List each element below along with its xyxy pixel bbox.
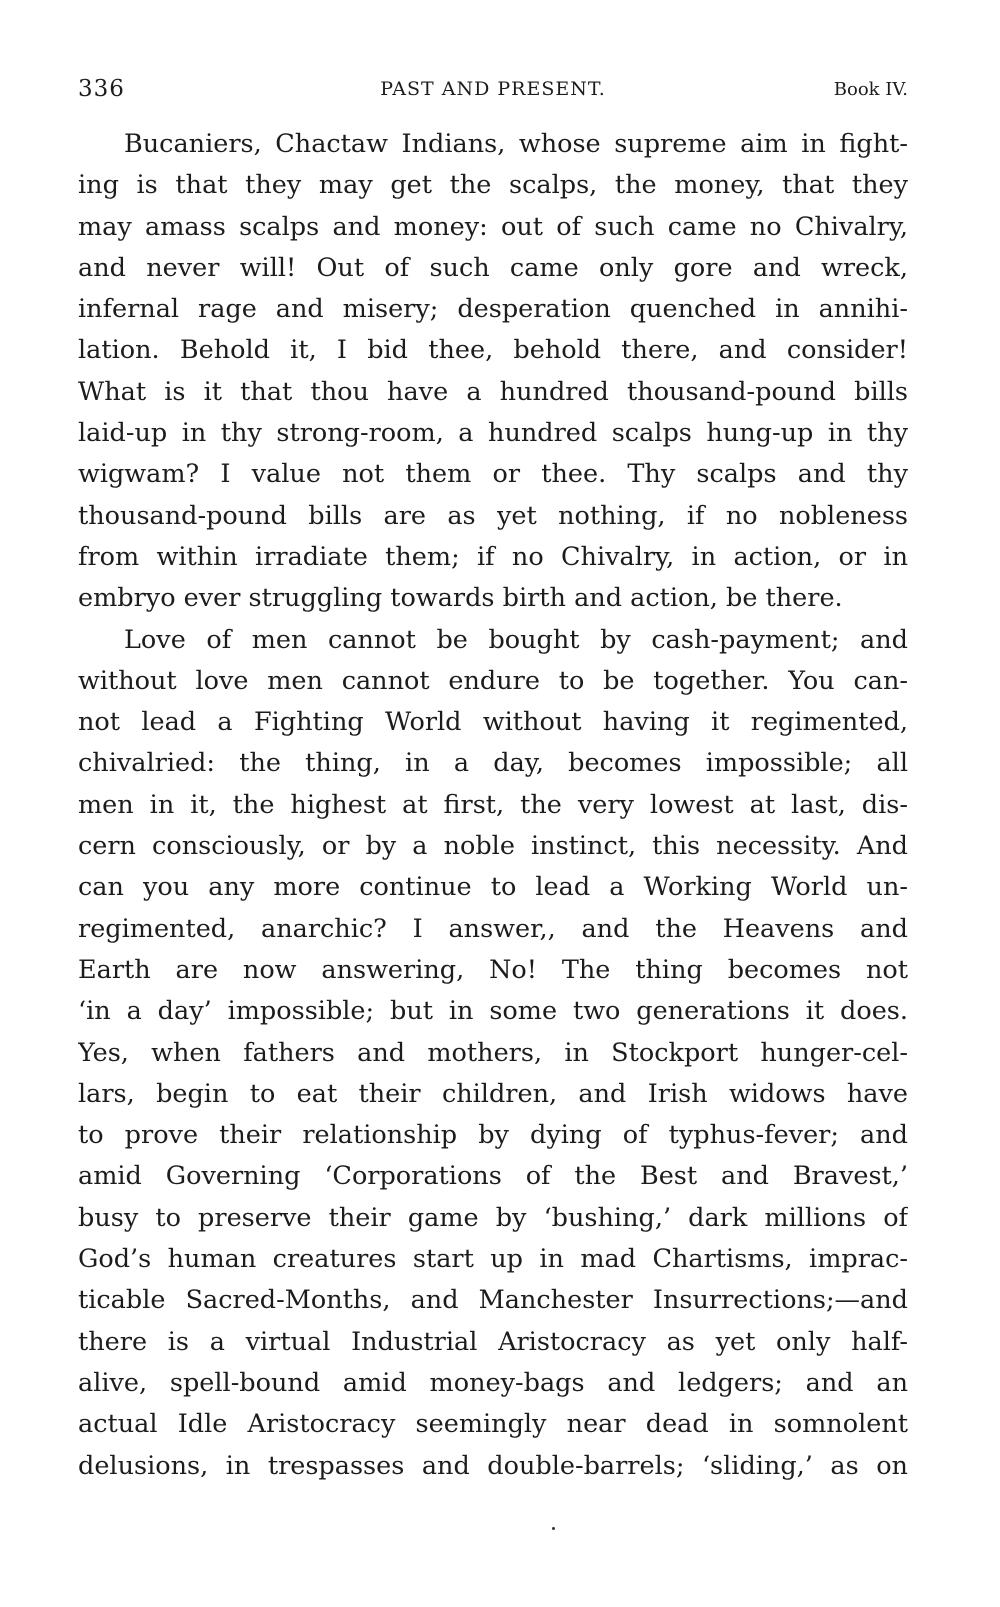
text-line: and never will! Out of such came only gore and wreck, <box>78 252 908 283</box>
text-line: without love men cannot endure to be together. You can- <box>78 665 908 696</box>
text-line: busy to preserve their game by ‘bushing,’ dark millions of <box>78 1202 908 1233</box>
text-line: ‘in a day’ impossible; but in some two generations it does. <box>78 996 908 1027</box>
text-line: Love of men cannot be bought by cash-payment; and <box>124 624 908 655</box>
text-line: from within irradiate them; if no Chivalry, in action, or in <box>78 541 908 572</box>
text-line: What is it that thou have a hundred thousand-pound bills <box>78 376 908 407</box>
text-line: may amass scalps and money: out of such came no Chivalry, <box>78 211 908 242</box>
text-line: ticable Sacred-Months, and Manchester Insurrections;—and <box>78 1285 908 1316</box>
text-line: lation. Behold it, I bid thee, behold there, and consider! <box>78 335 908 366</box>
running-header <box>78 76 908 110</box>
text-line: alive, spell-bound amid money-bags and ledgers; and an <box>78 1367 908 1398</box>
text-line: chivalried: the thing, in a day, becomes impossible; all <box>78 748 908 779</box>
text-line: laid-up in thy strong-room, a hundred scalps hung-up in thy <box>78 418 908 449</box>
text-line: Bucaniers, Chactaw Indians, whose supreme aim in fight- <box>124 129 908 159</box>
text-line: actual Idle Aristocracy seemingly near dead in somnolent <box>78 1409 908 1440</box>
text-line: God’s human creatures start up in mad Chartisms, imprac- <box>78 1244 908 1275</box>
text-line: delusions, in trespasses and double-barrels; ‘sliding,’ as on <box>78 1450 908 1481</box>
text-line: amid Governing ‘Corporations of the Best and Bravest,’ <box>78 1161 908 1192</box>
book-label: Book IV. <box>833 79 908 100</box>
body-text <box>78 124 908 1487</box>
text-line: regimented, anarchic? I answer,, and the Heavens and <box>78 913 908 944</box>
text-line: embryo ever struggling towards birth and action, be there. <box>78 583 843 614</box>
text-line: there is a virtual Industrial Aristocracy as yet only half- <box>78 1326 908 1357</box>
text-line: Yes, when fathers and mothers, in Stockport hunger-cel- <box>78 1037 908 1068</box>
text-line: men in it, the highest at first, the very lowest at last, dis- <box>78 789 908 820</box>
signature-mark <box>552 1527 555 1530</box>
text-line: thousand-pound bills are as yet nothing, if no nobleness <box>78 500 908 531</box>
text-line: cern consciously, or by a noble instinct, this necessity. And <box>78 831 908 862</box>
running-title: PAST AND PRESENT. <box>380 78 606 100</box>
text-line: ing is that they may get the scalps, the money, that they <box>78 170 908 201</box>
text-line: lars, begin to eat their children, and Irish widows have <box>78 1078 908 1109</box>
text-line: Earth are now answering, No! The thing becomes not <box>78 954 908 985</box>
text-line: infernal rage and misery; desperation quenched in annihi- <box>78 294 908 325</box>
text-line: to prove their relationship by dying of typhus-fever; and <box>78 1120 908 1151</box>
text-line: not lead a Fighting World without having it regimented, <box>78 707 908 738</box>
text-line: can you any more continue to lead a Working World un- <box>78 872 908 903</box>
text-line: wigwam? I value not them or thee. Thy scalps and thy <box>78 459 908 490</box>
page-number: 336 <box>78 76 125 102</box>
